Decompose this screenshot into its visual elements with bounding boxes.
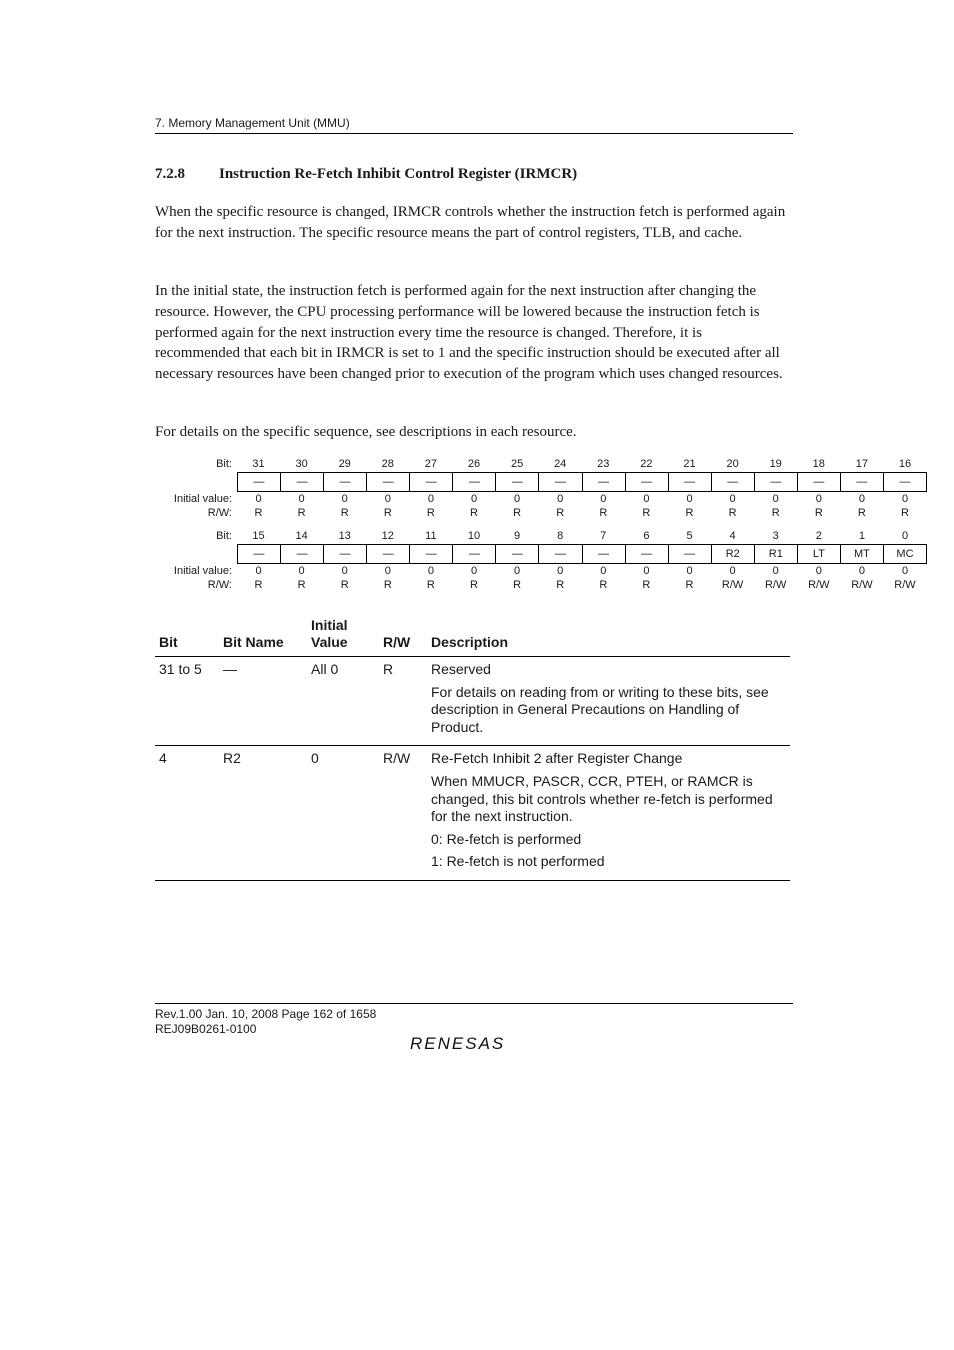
register-bit-name: —	[538, 545, 581, 563]
rw-value-cell: R	[771, 507, 780, 519]
bit-number-cell: 13	[338, 530, 351, 542]
register-bit-name: —	[253, 548, 265, 560]
register-bit-name: —	[668, 473, 711, 491]
description-line: For details on reading from or writing to these bits, see description in General Precautions on Handling of Product.	[431, 683, 769, 735]
register-bit-name: —	[538, 473, 581, 491]
rw-value-cell: R	[426, 579, 435, 591]
register-bit-name: —	[883, 473, 926, 491]
table-header	[155, 614, 790, 657]
rw-value-cell: R/W	[808, 579, 830, 591]
bit-number-cell: 26	[467, 458, 481, 470]
initial-value-cell: 0	[341, 565, 348, 577]
bit-number-cell: 10	[467, 530, 481, 542]
rw-value-cell: R	[254, 579, 263, 591]
rw-value-cell: R	[728, 507, 737, 519]
register-box-lower	[237, 544, 927, 564]
register-bit-name: —	[366, 473, 409, 491]
description-line: 0: Re-fetch is performed	[431, 830, 582, 847]
rw-value-cell: R	[513, 579, 522, 591]
initial-value-cell: 0	[600, 493, 607, 505]
register-bit-name: MT	[840, 545, 883, 563]
rw-value-cell: R	[685, 579, 694, 591]
rw-value-cell: R	[599, 579, 608, 591]
bit-number-cell: 20	[726, 458, 739, 470]
paragraph-2: In the initial state, the instruction fetch is performed again for the next instruction after changing the resource. However, the CPU processing performance will be lowered because the instruction fetch is performed again for the next instruction every time the resource is changed. Therefore, it is recommended that each bit in IRMCR is set to 1 and the specific instruction should be executed after all necessary resources have been changed prior to execution of the program which uses changed resources.	[155, 283, 783, 383]
register-box-upper	[237, 472, 927, 492]
header-bit: Bit	[159, 634, 178, 650]
register-bit-name: —	[253, 476, 265, 488]
rw-value-cell: R	[470, 579, 478, 591]
rw-label: R/W:	[207, 579, 232, 591]
rw-value-cell: R	[254, 507, 263, 519]
register-bit-name: —	[840, 473, 883, 491]
header-bit-name: Bit Name	[223, 634, 284, 650]
bit-number-cell: 2	[815, 530, 822, 542]
rw-value-cell: R/W	[721, 579, 744, 591]
bit-number-cell: 14	[295, 530, 308, 542]
bit-number-cell: 0	[901, 530, 909, 542]
bit-number-cell: 8	[557, 530, 564, 542]
rw-value-cell: R	[642, 579, 651, 591]
initial-value-cell: 0	[557, 493, 564, 505]
rw-value-cell: R	[470, 507, 478, 519]
bit-number-cell: 31	[252, 458, 265, 470]
initial-value-label: Initial value:	[173, 565, 232, 577]
cell-initial: All 0	[311, 661, 339, 677]
bit-number-cell: 25	[510, 458, 524, 470]
bit-number-cell: 12	[381, 530, 394, 542]
initial-value-cell: 0	[600, 565, 607, 577]
section-title: Instruction Re-Fetch Inhibit Control Register (IRMCR)	[219, 166, 578, 182]
bit-number-cell: 19	[769, 458, 782, 470]
initial-value-cell: 0	[772, 493, 779, 505]
initial-value-cell: 0	[686, 565, 693, 577]
register-bit-name: —	[366, 545, 409, 563]
initial-value-cell: 0	[557, 565, 564, 577]
register-bit-name: —	[625, 473, 668, 491]
register-bit-name: —	[452, 473, 495, 491]
cell-bit-name: —	[223, 661, 237, 677]
initial-value-cell: 0	[815, 493, 822, 505]
table-row	[155, 746, 790, 881]
initial-value-cell: 0	[514, 493, 521, 505]
header-initial-line1: Initial	[311, 617, 348, 633]
initial-value-cell: 0	[643, 493, 650, 505]
initial-value-cell: 0	[470, 493, 478, 505]
register-bit-name: —	[711, 473, 754, 491]
rw-value-cell: R	[599, 507, 608, 519]
initial-value-cell: 0	[815, 565, 822, 577]
bit-number-cell: 24	[554, 458, 567, 470]
rw-value-cell: R	[426, 507, 435, 519]
bit-number-cell: 5	[686, 530, 693, 542]
bit-number-cell: 7	[600, 530, 607, 542]
rw-value-cell: R	[814, 507, 823, 519]
bit-number-cell: 3	[772, 530, 779, 542]
initial-value-cell: 0	[341, 493, 348, 505]
initial-value-cell: 0	[901, 493, 909, 505]
initial-value-cell: 0	[901, 565, 909, 577]
initial-value-cell: 0	[772, 565, 779, 577]
initial-value-cell: 0	[255, 565, 262, 577]
rw-value-cell: R	[513, 507, 522, 519]
section-heading	[155, 166, 577, 183]
initial-value-cell: 0	[470, 565, 478, 577]
rw-value-cell: R	[642, 507, 651, 519]
cell-rw: R	[383, 661, 394, 677]
register-bit-name: —	[582, 473, 625, 491]
cell-initial: 0	[311, 750, 319, 767]
table-row	[155, 657, 790, 746]
bit-description-table	[155, 614, 790, 881]
bit-number-cell: 28	[381, 458, 394, 470]
register-bit-name: —	[582, 545, 625, 563]
initial-value-cell: 0	[858, 493, 865, 505]
cell-description	[431, 657, 790, 745]
document-code: REJ09B0261-0100	[155, 1022, 257, 1036]
initial-value-cell: 0	[729, 565, 736, 577]
rw-value-cell: R	[685, 507, 694, 519]
initial-value-cell: 0	[255, 493, 262, 505]
rw-value-cell: R	[556, 579, 565, 591]
rw-value-cell: R	[297, 579, 306, 591]
bit-number-cell: 22	[640, 458, 653, 470]
register-bit-name: R1	[754, 545, 797, 563]
register-bit-name: LT	[797, 545, 840, 563]
rw-value-cell: R	[556, 507, 565, 519]
cell-bit: 4	[159, 750, 167, 767]
initial-value-cell: 0	[427, 493, 434, 505]
bit-number-cell: 17	[855, 458, 869, 470]
register-bit-name: —	[323, 545, 366, 563]
description-line: Re-Fetch Inhibit 2 after Register Change	[431, 750, 683, 767]
rw-label: R/W:	[207, 507, 232, 519]
initial-value-cell: 0	[729, 493, 736, 505]
paragraph-3: For details on the specific sequence, see descriptions in each resource.	[155, 424, 577, 440]
bit-number-cell: 27	[424, 458, 438, 470]
register-bit-name: R2	[711, 545, 754, 563]
initial-value-cell: 0	[384, 493, 391, 505]
initial-value-cell: 0	[298, 493, 305, 505]
initial-value-cell: 0	[858, 565, 865, 577]
register-bit-name: —	[754, 473, 797, 491]
rw-value-cell: R	[383, 579, 392, 591]
initial-value-cell: 0	[514, 565, 521, 577]
register-bit-name: —	[409, 473, 452, 491]
bit-number-cell: 23	[597, 458, 610, 470]
rw-value-cell: R/W	[894, 579, 916, 591]
rw-value-cell: R	[340, 507, 349, 519]
bit-label: Bit:	[216, 458, 232, 470]
initial-value-cell: 0	[686, 493, 693, 505]
initial-value-cell: 0	[384, 565, 391, 577]
register-bit-name: —	[495, 545, 538, 563]
paragraph-1: When the specific resource is changed, IRMCR controls whether the instruction fetch is performed again for the next instruction. The specific resource means the part of control registers, TLB, and cache.	[155, 204, 786, 241]
section-number: 7.2.8	[155, 166, 185, 182]
page-header	[155, 116, 793, 134]
rw-value-cell: R/W	[764, 579, 787, 591]
register-bit-name: —	[797, 473, 840, 491]
register-bit-name: —	[323, 473, 366, 491]
initial-value-cell: 0	[298, 565, 305, 577]
bit-number-cell: 6	[643, 530, 650, 542]
renesas-logo: RENESAS	[410, 1034, 506, 1053]
rw-value-cell: R	[901, 507, 909, 519]
initial-value-cell: 0	[427, 565, 434, 577]
register-bit-name: —	[280, 473, 323, 491]
bit-number-cell: 1	[858, 530, 865, 542]
rw-value-cell: R	[297, 507, 306, 519]
bit-number-cell: 21	[683, 458, 696, 470]
bit-number-cell: 4	[729, 530, 736, 542]
bit-number-cell: 11	[425, 530, 437, 542]
bit-number-cell: 9	[514, 530, 521, 542]
register-bit-name: —	[495, 473, 538, 491]
rw-value-cell: R	[857, 507, 866, 519]
register-bit-name: —	[452, 545, 495, 563]
register-bit-name: —	[668, 545, 711, 563]
rw-value-cell: R	[340, 579, 349, 591]
cell-bit-name: R2	[223, 750, 241, 767]
bit-number-cell: 29	[338, 458, 351, 470]
register-bit-name: —	[409, 545, 452, 563]
revision-info: Rev.1.00 Jan. 10, 2008 Page 162 of 1658	[155, 1007, 377, 1021]
header-rw: R/W	[383, 634, 411, 650]
header-description: Description	[431, 634, 509, 650]
cell-rw: R/W	[383, 750, 411, 767]
initial-value-cell: 0	[643, 565, 650, 577]
cell-bit: 31 to 5	[159, 661, 202, 677]
description-line: When MMUCR, PASCR, CCR, PTEH, or RAMCR is changed, this bit controls whether re-fetch is performed for the next instruction.	[431, 772, 773, 825]
header-initial-value	[311, 617, 348, 651]
bit-label: Bit:	[216, 530, 232, 542]
description-line: Reserved	[431, 661, 491, 677]
bit-number-cell: 30	[295, 458, 308, 470]
bit-number-cell: 16	[898, 458, 912, 470]
rw-value-cell: R	[383, 507, 392, 519]
register-bit-name: —	[625, 545, 668, 563]
register-bit-name: MC	[883, 545, 926, 563]
page-footer	[155, 1003, 793, 1037]
chapter-title: 7. Memory Management Unit (MMU)	[155, 116, 350, 130]
bit-number-cell: 15	[252, 530, 265, 542]
rw-value-cell: R/W	[851, 579, 873, 591]
register-bit-name: —	[280, 545, 323, 563]
bit-number-cell: 18	[812, 458, 825, 470]
cell-description	[431, 746, 790, 880]
description-line: 1: Re-fetch is not performed	[431, 853, 605, 870]
initial-value-label: Initial value:	[173, 493, 232, 505]
header-initial-line2: Value	[311, 634, 348, 650]
